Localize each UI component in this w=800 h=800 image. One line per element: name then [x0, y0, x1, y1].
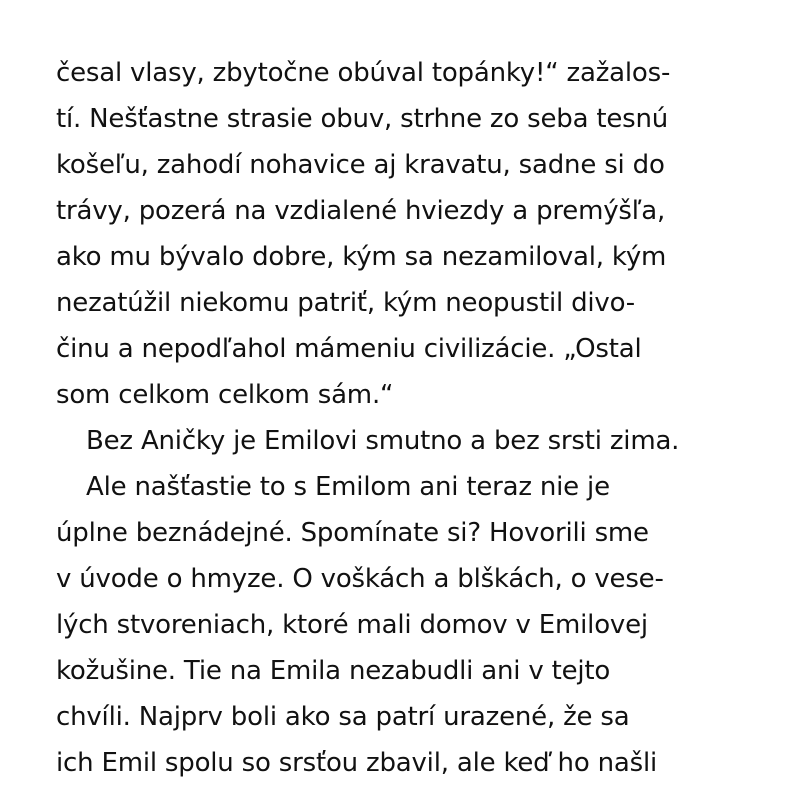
- text-line: v úvode o hmyze. O voškách a blškách, o vese-: [56, 564, 664, 594]
- text-line: tí. Nešťastne strasie obuv, strhne zo seba tesnú: [56, 104, 669, 134]
- text-line: ich Emil spolu so srsťou zbavil, ale keď ho našli: [56, 748, 658, 778]
- text-line: činu a nepodľahol mámeniu civilizácie. „Ostal: [56, 334, 642, 364]
- page-text: [56, 50, 746, 786]
- text-line: ako mu bývalo dobre, kým sa nezamiloval, kým: [56, 242, 667, 272]
- text-line: kožušine. Tie na Emila nezabudli ani v tejto: [56, 656, 611, 686]
- text-line: košeľu, zahodí nohavice aj kravatu, sadne si do: [56, 150, 665, 180]
- text-line: česal vlasy, zbytočne obúval topánky!“ zažalos-: [56, 58, 671, 88]
- text-line: som celkom celkom sám.“: [56, 380, 394, 410]
- text-line: trávy, pozerá na vzdialené hviezdy a premýšľa,: [56, 196, 666, 226]
- text-line: úplne beznádejné. Spomínate si? Hovorili sme: [56, 518, 649, 548]
- text-line: chvíli. Najprv boli ako sa patrí urazené, že sa: [56, 702, 630, 732]
- text-line: Ale našťastie to s Emilom ani teraz nie je: [86, 472, 610, 502]
- text-line: nezatúžil niekomu patriť, kým neopustil divo-: [56, 288, 635, 318]
- paragraph: [56, 418, 746, 464]
- text-line: Bez Aničky je Emilovi smutno a bez srsti zima.: [86, 426, 680, 456]
- text-line: lých stvoreniach, ktoré mali domov v Emilovej: [56, 610, 648, 640]
- paragraph: [56, 464, 746, 786]
- paragraph: [56, 50, 746, 418]
